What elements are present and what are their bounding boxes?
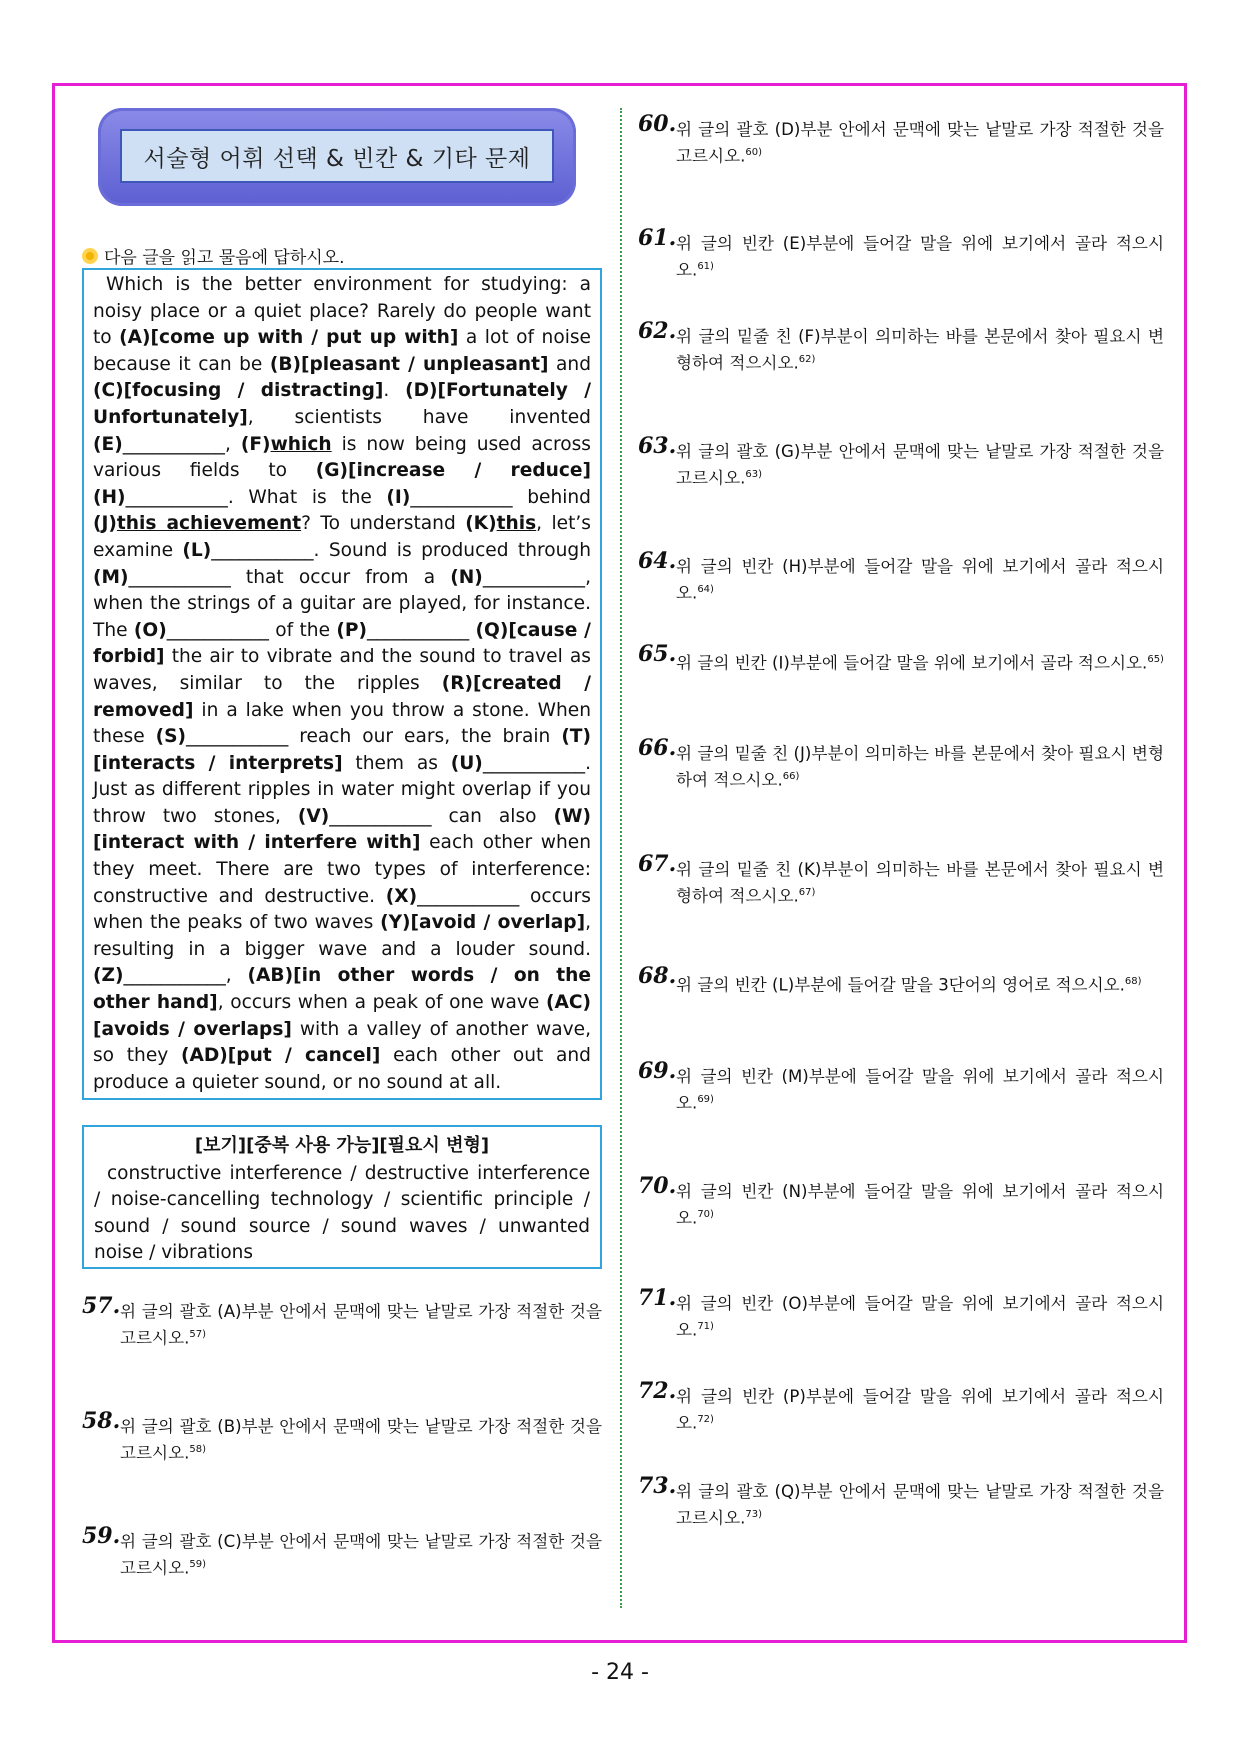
question-text: 위 글의 빈칸 (P)부분에 들어갈 말을 위에 보기에서 골라 적으시오.$^{72)}$ [676, 1387, 1164, 1433]
question-item [82, 1293, 602, 1350]
question-text: 위 글의 밑줄 친 (J)부분이 의미하는 바를 본문에서 찾아 필요시 변형하여 적으시오.$^{66)}$ [676, 744, 1164, 790]
footnote-ref: 71) [697, 1321, 714, 1332]
question-number: 60. [638, 111, 677, 137]
question-text: 위 글의 괄호 (C)부분 안에서 문맥에 맞는 낱말로 가장 적절한 것을 고르시오.$^{59)}$ [120, 1532, 602, 1578]
question-number: 63. [638, 433, 677, 459]
question-text: 위 글의 괄호 (Q)부분 안에서 문맥에 맞는 낱말로 가장 적절한 것을 고르시오.$^{73)}$ [676, 1482, 1164, 1528]
instruction [82, 243, 345, 268]
question-number: 68. [638, 963, 677, 989]
question-text: 위 글의 밑줄 친 (F)부분이 의미하는 바를 본문에서 찾아 필요시 변형하여 적으시오.$^{62)}$ [676, 327, 1164, 373]
question-text: 위 글의 괄호 (A)부분 안에서 문맥에 맞는 낱말로 가장 적절한 것을 고르시오.$^{57)}$ [120, 1302, 602, 1348]
question-item [638, 433, 1164, 490]
question-item [82, 1408, 602, 1465]
footnote-ref: 70) [697, 1209, 714, 1220]
question-number: 70. [638, 1173, 677, 1199]
section-title-badge [98, 108, 576, 206]
bogi-title: [보기][중복 사용 가능][필요시 변형] [194, 1135, 490, 1156]
footnote-ref: 63) [745, 469, 763, 480]
footnote-ref: 57) [189, 1329, 207, 1340]
footnote-ref: 62) [798, 354, 816, 365]
question-text: 위 글의 빈칸 (N)부분에 들어갈 말을 위에 보기에서 골라 적으시오.$^{70)}$ [676, 1182, 1164, 1228]
footnote-ref: 58) [189, 1444, 207, 1455]
question-number: 71. [638, 1285, 677, 1311]
bogi-word-list: constructive interference / destructive interference / noise-cancelling technology / scientific principle / sound / sound source / sound waves / unwanted noise / vibrations [94, 1163, 590, 1263]
question-item [638, 1378, 1164, 1435]
question-item [638, 548, 1164, 605]
question-item [638, 851, 1164, 908]
question-item [638, 1173, 1164, 1230]
question-number: 57. [82, 1293, 121, 1319]
instruction-text: 다음 글을 읽고 물음에 답하시오. [104, 248, 345, 268]
footnote-ref: 59) [189, 1559, 207, 1570]
footnote-ref: 69) [697, 1094, 714, 1105]
question-text: 위 글의 괄호 (B)부분 안에서 문맥에 맞는 낱말로 가장 적절한 것을 고르시오.$^{58)}$ [120, 1417, 602, 1463]
footnote-ref: 67) [798, 887, 816, 898]
question-item [638, 641, 1164, 675]
footnote-ref: 66) [782, 771, 800, 782]
question-number: 58. [82, 1408, 121, 1434]
question-item [638, 1473, 1164, 1530]
question-text: 위 글의 빈칸 (L)부분에 들어갈 말을 3단어의 영어로 적으시오.$^{68)}$ [676, 975, 1142, 995]
question-number: 72. [638, 1378, 677, 1404]
footnote-ref: 65) [1147, 654, 1164, 665]
question-number: 67. [638, 851, 677, 877]
question-text: 위 글의 괄호 (D)부분 안에서 문맥에 맞는 낱말로 가장 적절한 것을 고르시오.$^{60)}$ [676, 120, 1164, 166]
question-item [638, 318, 1164, 375]
footnote-ref: 60) [745, 147, 763, 158]
question-item [638, 735, 1164, 792]
section-title: 서술형 어휘 선택 & 빈칸 & 기타 문제 [120, 129, 554, 183]
question-text: 위 글의 밑줄 친 (K)부분이 의미하는 바를 본문에서 찾아 필요시 변형하여 적으시오.$^{67)}$ [676, 860, 1164, 906]
footnote-ref: 73) [745, 1509, 763, 1520]
question-number: 59. [82, 1523, 121, 1549]
question-item [638, 1285, 1164, 1342]
question-text: 위 글의 빈칸 (M)부분에 들어갈 말을 위에 보기에서 골라 적으시오.$^{69)}$ [676, 1067, 1164, 1113]
question-number: 64. [638, 548, 677, 574]
question-number: 61. [638, 225, 677, 251]
question-text: 위 글의 빈칸 (O)부분에 들어갈 말을 위에 보기에서 골라 적으시오.$^{71)}$ [676, 1294, 1164, 1340]
question-item [638, 1058, 1164, 1115]
footnote-ref: 64) [697, 584, 714, 595]
question-item [82, 1523, 602, 1580]
passage-box [82, 268, 602, 1100]
page-number: - 24 - [591, 1660, 649, 1685]
question-text: 위 글의 괄호 (G)부분 안에서 문맥에 맞는 낱말로 가장 적절한 것을 고르시오.$^{63)}$ [676, 442, 1164, 488]
question-text: 위 글의 빈칸 (I)부분에 들어갈 말을 위에 보기에서 골라 적으시오.$^{65)}$ [676, 653, 1164, 673]
question-item [638, 111, 1164, 168]
question-item [638, 225, 1164, 282]
question-number: 66. [638, 735, 677, 761]
question-number: 73. [638, 1473, 677, 1499]
question-number: 62. [638, 318, 677, 344]
column-divider [620, 108, 622, 1608]
bogi-box [82, 1125, 602, 1269]
flower-icon [82, 248, 98, 264]
passage-text: Which is the better environment for studying: a noisy place or a quiet place? Rarely do people want to (A)[come up with / put up with] a lot of noise because it can be (B)[pleasant / unpleasant] and (C)[focusing / distracting]. (D)[Fortunately / Unfortunately], scientists have invented (E)___________, (F)which is now being used across various fields to (G)[increase / reduce] (H)___________. What is the (I)___________ behind (J)this achievement? To understand (K)this, let’s examine (L)___________. Sound is produced through (M)___________ that occur from a (N)___________, when the strings of a guitar are played, for instance. The (O)___________ of the (P)___________ (Q)[cause / forbid] the air to vibrate and the sound to travel as waves, similar to the ripples (R)[created / removed] in a lake when you throw a stone. When these (S)___________ reach our ears, the brain (T)[interacts / interprets] them as (U)___________. Just as different ripples in water might overlap if you throw two stones, (V)___________ can also (W)[interact with / interfere with] each other when they meet. There are two types of interference: constructive and destructive. (X)___________ occurs when the peaks of two waves (Y)[avoid / overlap], resulting in a bigger wave and a louder sound. (Z)___________, (AB)[in other words / on the other hand], occurs when a peak of one wave (AC)[avoids / overlaps] with a valley of another wave, so they (AD)[put / cancel] each other out and produce a quieter sound, or no sound at all. [93, 274, 592, 1093]
question-number: 69. [638, 1058, 677, 1084]
footnote-ref: 68) [1124, 976, 1142, 987]
question-text: 위 글의 빈칸 (H)부분에 들어갈 말을 위에 보기에서 골라 적으시오.$^{64)}$ [676, 557, 1164, 603]
footnote-ref: 72) [697, 1414, 714, 1425]
question-number: 65. [638, 641, 677, 667]
footnote-ref: 61) [697, 261, 714, 272]
question-text: 위 글의 빈칸 (E)부분에 들어갈 말을 위에 보기에서 골라 적으시오.$^{61)}$ [676, 234, 1164, 280]
question-item [638, 963, 1164, 997]
